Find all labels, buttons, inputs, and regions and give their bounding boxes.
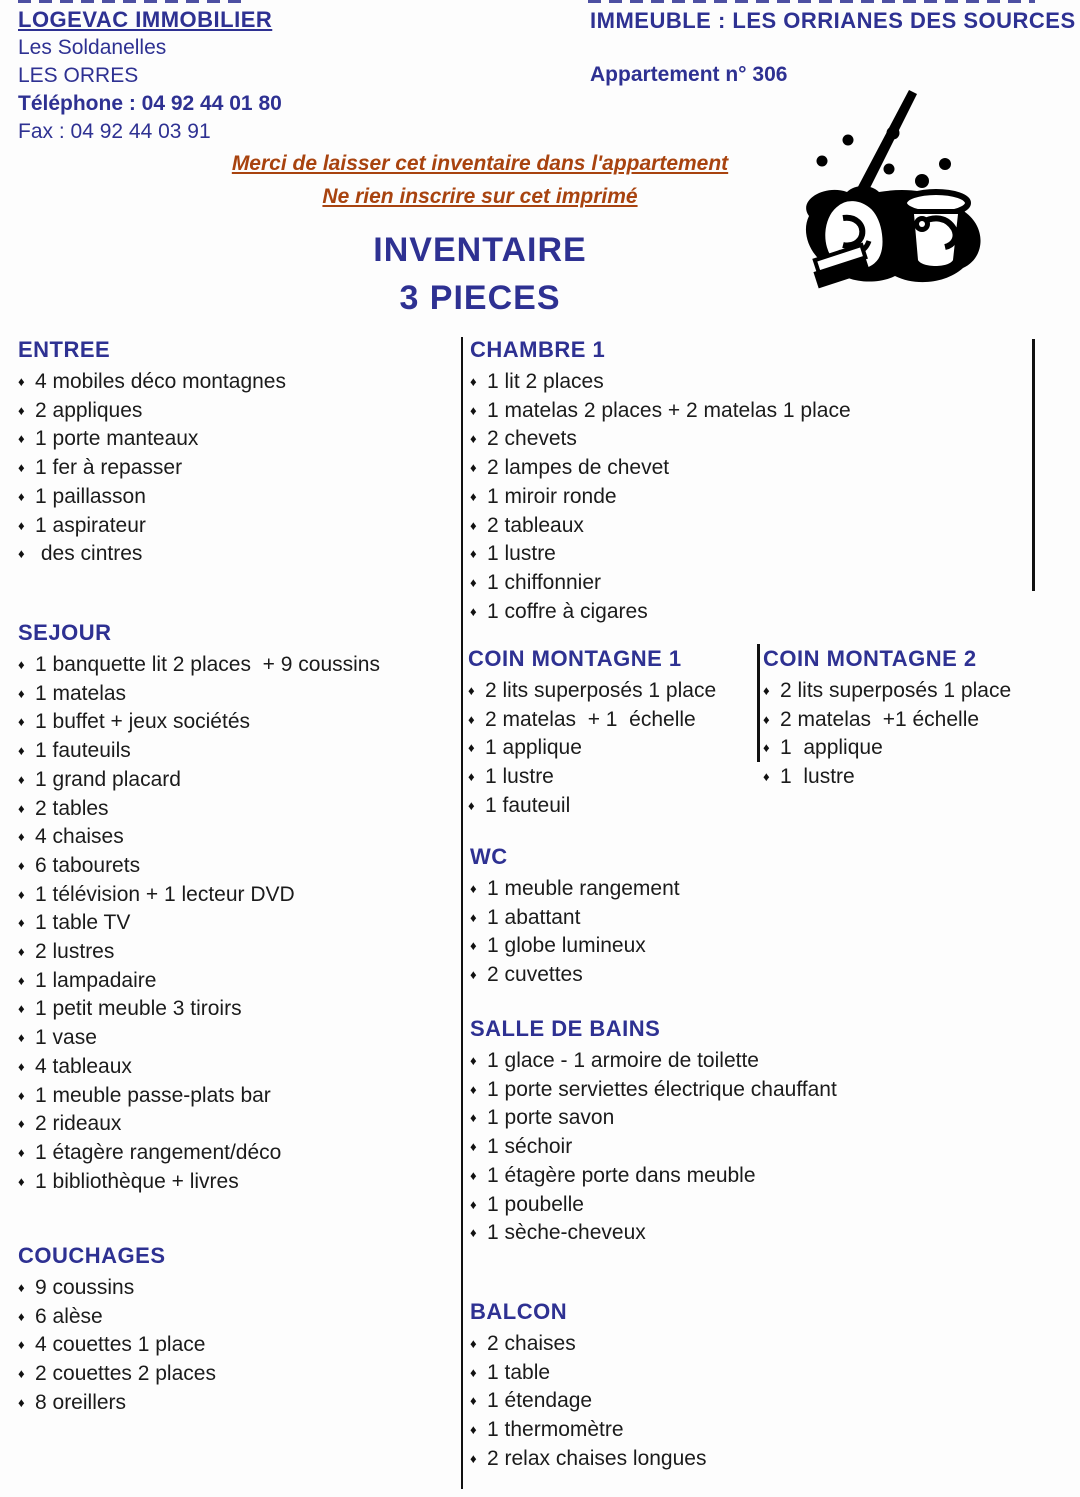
list-item xyxy=(18,425,448,454)
diamond-bullet-icon: ♦ xyxy=(18,517,25,533)
item-text: 1 vase xyxy=(35,1026,97,1050)
diamond-bullet-icon: ♦ xyxy=(18,743,25,759)
item-text: 2 matelas + 1 échelle xyxy=(485,707,696,731)
item-text: 1 applique xyxy=(485,736,582,760)
list-item xyxy=(470,932,1026,961)
column-divider-line xyxy=(461,337,463,1489)
diamond-bullet-icon: ♦ xyxy=(468,769,475,785)
item-text: 2 rideaux xyxy=(35,1112,122,1136)
diamond-bullet-icon: ♦ xyxy=(470,1364,477,1380)
list-item xyxy=(18,708,448,737)
diamond-bullet-icon: ♦ xyxy=(470,1196,477,1212)
section-coin-montagne-1 xyxy=(468,646,754,821)
list-item xyxy=(18,766,448,795)
agency-header xyxy=(18,6,282,146)
item-text: 1 coffre à cigares xyxy=(487,599,648,623)
diamond-bullet-icon: ♦ xyxy=(470,488,477,504)
item-text: 1 porte serviettes électrique chauffant xyxy=(487,1077,837,1101)
diamond-bullet-icon: ♦ xyxy=(470,938,477,954)
section-title-entree: ENTREE xyxy=(18,337,111,362)
list-item xyxy=(18,1389,448,1418)
item-text: 1 étagère porte dans meuble xyxy=(487,1163,756,1187)
item-text: 1 lustre xyxy=(485,765,554,789)
diamond-bullet-icon: ♦ xyxy=(18,1087,25,1103)
diamond-bullet-icon: ♦ xyxy=(470,374,477,389)
item-text: 1 miroir ronde xyxy=(487,484,617,508)
diamond-bullet-icon: ♦ xyxy=(18,1308,25,1324)
section-salle-de-bains xyxy=(470,1016,1050,1248)
list-item xyxy=(468,677,754,706)
list-item xyxy=(18,397,448,426)
list-item xyxy=(468,734,754,763)
list-item xyxy=(470,1445,1026,1474)
coin-montagne-divider-line xyxy=(757,644,760,762)
diamond-bullet-icon: ♦ xyxy=(18,714,25,730)
diamond-bullet-icon: ♦ xyxy=(470,1422,477,1438)
list-item xyxy=(18,540,448,569)
item-text: 2 couettes 2 places xyxy=(35,1362,216,1386)
list-item xyxy=(763,706,1063,735)
list-item xyxy=(470,1191,1050,1220)
couchages-items xyxy=(18,1274,448,1418)
item-text: 1 fauteuils xyxy=(35,739,131,763)
list-item xyxy=(470,368,1026,397)
diamond-bullet-icon: ♦ xyxy=(18,800,25,816)
diamond-bullet-icon: ♦ xyxy=(18,1030,25,1046)
item-text: 2 lits superposés 1 place xyxy=(780,679,1012,702)
section-wc xyxy=(470,844,1026,990)
list-item xyxy=(470,1104,1050,1133)
notice-line1: Merci de laisser cet inventaire dans l'appartement xyxy=(231,152,729,175)
list-item xyxy=(763,734,1063,763)
chambre1-items xyxy=(470,368,1026,626)
diamond-bullet-icon: ♦ xyxy=(18,546,25,562)
diamond-bullet-icon: ♦ xyxy=(470,1393,477,1409)
list-item xyxy=(18,368,448,397)
section-title-chambre1: CHAMBRE 1 xyxy=(470,337,606,362)
diamond-bullet-icon: ♦ xyxy=(470,1139,477,1155)
item-text: 1 lustre xyxy=(780,765,855,789)
item-text: 1 télévision + 1 lecteur DVD xyxy=(35,882,295,906)
apartment-number: Appartement n° 306 xyxy=(590,63,788,86)
item-text: 9 coussins xyxy=(35,1276,135,1299)
diamond-bullet-icon: ♦ xyxy=(18,374,25,389)
list-item xyxy=(470,454,1026,483)
list-item xyxy=(18,909,448,938)
diamond-bullet-icon: ♦ xyxy=(18,771,25,787)
diamond-bullet-icon: ♦ xyxy=(18,944,25,960)
entree-items xyxy=(18,368,448,569)
item-text: 1 glace - 1 armoire de toilette xyxy=(487,1049,759,1072)
list-item xyxy=(470,598,1026,627)
list-item xyxy=(18,852,448,881)
diamond-bullet-icon: ♦ xyxy=(18,1058,25,1074)
diamond-bullet-icon: ♦ xyxy=(18,1366,25,1382)
list-item xyxy=(18,1303,448,1332)
list-item xyxy=(470,1387,1026,1416)
notice-line2: Ne rien inscrire sur cet imprimé xyxy=(322,185,638,208)
agency-phone: Téléphone : 04 92 44 01 80 xyxy=(18,92,282,115)
item-text: 2 tables xyxy=(35,796,109,820)
list-item xyxy=(470,1162,1050,1191)
list-item xyxy=(763,763,1063,792)
section-title-salle-de-bains: SALLE DE BAINS xyxy=(470,1016,661,1041)
list-item xyxy=(470,1133,1050,1162)
cleaning-clipart-icon xyxy=(795,88,995,318)
item-text: 1 porte manteaux xyxy=(35,427,199,451)
section-title-coin-montagne-1: COIN MONTAGNE 1 xyxy=(468,646,682,671)
diamond-bullet-icon: ♦ xyxy=(470,460,477,476)
item-text: 1 meuble rangement xyxy=(487,877,680,900)
item-text: 1 paillasson xyxy=(35,484,146,508)
item-text: 1 abattant xyxy=(487,905,581,929)
diamond-bullet-icon: ♦ xyxy=(470,546,477,562)
list-item xyxy=(18,938,448,967)
list-item xyxy=(470,512,1026,541)
diamond-bullet-icon: ♦ xyxy=(470,1450,477,1466)
section-title-balcon: BALCON xyxy=(470,1299,568,1324)
diamond-bullet-icon: ♦ xyxy=(18,1337,25,1353)
section-sejour xyxy=(18,620,448,1196)
list-item xyxy=(468,706,754,735)
list-item xyxy=(470,1359,1026,1388)
list-item xyxy=(470,961,1026,990)
item-text: 1 grand placard xyxy=(35,767,181,791)
building-header xyxy=(590,8,1076,87)
item-text: 2 lampes de chevet xyxy=(487,456,670,480)
item-text: 6 tabourets xyxy=(35,853,141,877)
section-entree xyxy=(18,337,448,569)
scan-artifact-top-left xyxy=(18,0,242,3)
list-item xyxy=(470,569,1026,598)
item-text: 2 matelas +1 échelle xyxy=(780,707,980,731)
item-text: 1 thermomètre xyxy=(487,1418,624,1442)
section-title-couchages: COUCHAGES xyxy=(18,1243,166,1268)
item-text: 6 alèse xyxy=(35,1304,103,1328)
list-item xyxy=(468,763,754,792)
diamond-bullet-icon: ♦ xyxy=(470,574,477,590)
agency-city: LES ORRES xyxy=(18,64,139,87)
item-text: 1 matelas 2 places + 2 matelas 1 place xyxy=(487,398,851,422)
item-text: 1 fauteuil xyxy=(485,793,571,817)
diamond-bullet-icon: ♦ xyxy=(763,769,770,785)
section-title-coin-montagne-2: COIN MONTAGNE 2 xyxy=(763,646,977,671)
item-text: 4 chaises xyxy=(35,825,124,849)
item-text: 2 cuvettes xyxy=(487,963,583,987)
diamond-bullet-icon: ♦ xyxy=(468,683,475,698)
diamond-bullet-icon: ♦ xyxy=(468,740,475,756)
list-item xyxy=(18,651,448,680)
item-text: 1 lit 2 places xyxy=(487,370,604,393)
list-item xyxy=(470,1219,1050,1248)
list-item xyxy=(18,737,448,766)
wc-items xyxy=(470,875,1026,990)
diamond-bullet-icon: ♦ xyxy=(763,711,770,727)
diamond-bullet-icon: ♦ xyxy=(470,402,477,418)
list-item xyxy=(470,1416,1026,1445)
notice-text xyxy=(180,147,780,213)
list-item xyxy=(18,483,448,512)
list-item xyxy=(18,454,448,483)
list-item xyxy=(468,792,754,821)
list-item xyxy=(18,1331,448,1360)
item-text: 1 table TV xyxy=(35,911,131,935)
item-text: 1 aspirateur xyxy=(35,513,146,537)
diamond-bullet-icon: ♦ xyxy=(18,915,25,931)
list-item xyxy=(763,677,1063,706)
agency-fax: Fax : 04 92 44 03 91 xyxy=(18,120,211,143)
list-item xyxy=(18,967,448,996)
diamond-bullet-icon: ♦ xyxy=(18,431,25,447)
item-text: 1 chiffonnier xyxy=(487,570,602,594)
diamond-bullet-icon: ♦ xyxy=(470,1053,477,1068)
list-item xyxy=(470,875,1026,904)
diamond-bullet-icon: ♦ xyxy=(18,460,25,476)
item-text: 8 oreillers xyxy=(35,1390,127,1414)
list-item xyxy=(18,1168,448,1197)
sejour-items xyxy=(18,651,448,1196)
item-text: 1 meuble passe-plats bar xyxy=(35,1083,271,1107)
section-coin-montagne-2 xyxy=(763,646,1063,792)
list-item xyxy=(18,1274,448,1303)
list-item xyxy=(470,1076,1050,1105)
item-text: 1 étagère rangement/déco xyxy=(35,1140,282,1164)
item-text: 1 étendage xyxy=(487,1389,593,1413)
diamond-bullet-icon: ♦ xyxy=(470,1225,477,1241)
item-text: 2 relax chaises longues xyxy=(487,1446,707,1470)
item-text: 1 applique xyxy=(780,736,883,760)
coin-montagne-2-items xyxy=(763,677,1063,792)
diamond-bullet-icon: ♦ xyxy=(18,402,25,418)
agency-residence: Les Soldanelles xyxy=(18,36,167,59)
diamond-bullet-icon: ♦ xyxy=(470,431,477,447)
diamond-bullet-icon: ♦ xyxy=(18,1394,25,1410)
item-text: 1 lustre xyxy=(487,542,556,566)
item-text: des cintres xyxy=(35,542,143,566)
page-title xyxy=(180,226,780,322)
diamond-bullet-icon: ♦ xyxy=(470,603,477,619)
diamond-bullet-icon: ♦ xyxy=(470,1110,477,1126)
item-text: 1 poubelle xyxy=(487,1192,584,1216)
diamond-bullet-icon: ♦ xyxy=(470,1336,477,1351)
item-text: 2 chaises xyxy=(487,1332,576,1355)
right-margin-line xyxy=(1032,339,1035,591)
item-text: 1 petit meuble 3 tiroirs xyxy=(35,997,242,1021)
item-text: 1 sèche-cheveux xyxy=(487,1221,646,1245)
item-text: 2 appliques xyxy=(35,398,143,422)
list-item xyxy=(470,540,1026,569)
item-text: 4 mobiles déco montagnes xyxy=(35,370,286,393)
item-text: 1 bibliothèque + livres xyxy=(35,1169,239,1193)
list-item xyxy=(470,904,1026,933)
diamond-bullet-icon: ♦ xyxy=(18,886,25,902)
title-line1: INVENTAIRE xyxy=(373,231,587,269)
agency-name: LOGEVAC IMMOBILIER xyxy=(18,7,273,32)
list-item xyxy=(18,512,448,541)
item-text: 2 chevets xyxy=(487,427,577,451)
diamond-bullet-icon: ♦ xyxy=(18,488,25,504)
list-item xyxy=(18,1053,448,1082)
item-text: 1 buffet + jeux sociétés xyxy=(35,710,251,734)
diamond-bullet-icon: ♦ xyxy=(470,1081,477,1097)
list-item xyxy=(470,483,1026,512)
diamond-bullet-icon: ♦ xyxy=(18,1144,25,1160)
diamond-bullet-icon: ♦ xyxy=(470,1167,477,1183)
diamond-bullet-icon: ♦ xyxy=(18,657,25,672)
section-title-sejour: SEJOUR xyxy=(18,620,112,645)
diamond-bullet-icon: ♦ xyxy=(18,1001,25,1017)
diamond-bullet-icon: ♦ xyxy=(763,740,770,756)
list-item xyxy=(18,881,448,910)
item-text: 4 tableaux xyxy=(35,1054,132,1078)
item-text: 1 séchoir xyxy=(487,1135,573,1159)
item-text: 1 table xyxy=(487,1360,551,1384)
title-line2: 3 PIECES xyxy=(399,279,561,317)
section-title-wc: WC xyxy=(470,844,508,869)
diamond-bullet-icon: ♦ xyxy=(470,967,477,983)
diamond-bullet-icon: ♦ xyxy=(18,829,25,845)
list-item xyxy=(18,1024,448,1053)
section-couchages xyxy=(18,1243,448,1418)
salle-de-bains-items xyxy=(470,1047,1050,1248)
list-item xyxy=(470,425,1026,454)
list-item xyxy=(18,1360,448,1389)
diamond-bullet-icon: ♦ xyxy=(763,683,770,698)
diamond-bullet-icon: ♦ xyxy=(468,711,475,727)
item-text: 2 lustres xyxy=(35,940,115,964)
section-chambre1 xyxy=(470,337,1026,626)
diamond-bullet-icon: ♦ xyxy=(18,972,25,988)
list-item xyxy=(470,397,1026,426)
building-name: IMMEUBLE : LES ORRIANES DES SOURCES xyxy=(590,8,1076,33)
list-item xyxy=(18,995,448,1024)
list-item xyxy=(18,680,448,709)
item-text: 1 lampadaire xyxy=(35,968,157,992)
diamond-bullet-icon: ♦ xyxy=(470,881,477,896)
diamond-bullet-icon: ♦ xyxy=(18,1116,25,1132)
diamond-bullet-icon: ♦ xyxy=(470,517,477,533)
item-text: 1 fer à repasser xyxy=(35,456,183,480)
item-text: 1 matelas xyxy=(35,681,127,705)
list-item xyxy=(18,823,448,852)
item-text: 1 porte savon xyxy=(487,1106,615,1130)
section-balcon xyxy=(470,1299,1026,1474)
list-item xyxy=(18,1110,448,1139)
item-text: 2 tableaux xyxy=(487,513,584,537)
list-item xyxy=(18,795,448,824)
diamond-bullet-icon: ♦ xyxy=(18,1173,25,1189)
item-text: 4 couettes 1 place xyxy=(35,1333,206,1357)
balcon-items xyxy=(470,1330,1026,1474)
list-item xyxy=(470,1330,1026,1359)
diamond-bullet-icon: ♦ xyxy=(18,857,25,873)
item-text: 1 globe lumineux xyxy=(487,934,646,958)
diamond-bullet-icon: ♦ xyxy=(18,685,25,701)
diamond-bullet-icon: ♦ xyxy=(470,909,477,925)
item-text: 1 banquette lit 2 places + 9 coussins xyxy=(35,653,380,676)
list-item xyxy=(470,1047,1050,1076)
coin-montagne-1-items xyxy=(468,677,754,821)
diamond-bullet-icon: ♦ xyxy=(468,797,475,813)
scan-artifact-top-right xyxy=(588,0,1035,3)
diamond-bullet-icon: ♦ xyxy=(18,1280,25,1295)
item-text: 2 lits superposés 1 place xyxy=(485,679,717,702)
list-item xyxy=(18,1082,448,1111)
list-item xyxy=(18,1139,448,1168)
